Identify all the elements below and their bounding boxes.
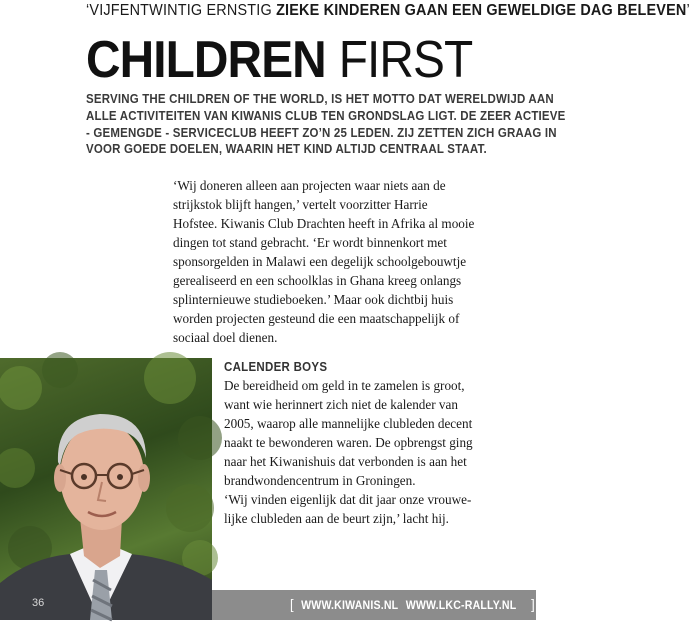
body-paragraph-1 bbox=[173, 176, 513, 347]
quote-bold: ZIEKE KINDEREN GAAN EEN GEWELDIGE DAG BELEVEN bbox=[276, 2, 687, 19]
footer-links bbox=[290, 596, 535, 612]
body-line: gerealiseerd en een schoolklas in Ghana kreeg onlangs bbox=[173, 273, 462, 288]
page-title bbox=[86, 30, 472, 90]
intro-text bbox=[86, 91, 566, 158]
title-light: FIRST bbox=[338, 31, 473, 89]
intro-line: ALLE ACTIVITEITEN VAN KIWANIS CLUB TEN GRONDSLAG LIGT. DE ZEER ACTIEVE bbox=[86, 108, 566, 123]
body-line: ‘Wij vinden eigenlijk dat dit jaar onze vrouwe- bbox=[224, 492, 472, 507]
portrait-photo bbox=[0, 358, 212, 620]
title-bold: CHILDREN bbox=[86, 31, 326, 89]
body-line: brandwondencentrum in Groningen. bbox=[224, 473, 416, 488]
footer-link-kiwanis[interactable]: WWW.KIWANIS.NL bbox=[301, 600, 399, 612]
quote-plain: ‘VIJFENTWINTIG ERNSTIG bbox=[86, 2, 277, 19]
intro-line: VOOR GOEDE DOELEN, WAARIN HET KIND ALTIJD CENTRAAL STAAT. bbox=[86, 142, 487, 157]
intro-line: SERVING THE CHILDREN OF THE WORLD, IS HET MOTTO DAT WERELDWIJD AAN bbox=[86, 92, 554, 106]
body-line: strijkstok blijft hangen,’ vertelt voorzitter Harrie bbox=[173, 197, 428, 212]
body-line: naar het Kiwanishuis dat verbonden is aan het bbox=[224, 454, 467, 469]
body-line: sponsorgelden in Malawi een degelijk schoolgebouwtje bbox=[173, 254, 467, 269]
intro-line: - GEMENGDE - SERVICECLUB HEEFT ZO’N 25 LEDEN. ZIJ ZETTEN ZICH GRAAG IN bbox=[86, 125, 557, 140]
body-line: 2005, waarop alle mannelijke clubleden decent bbox=[224, 416, 473, 431]
body-line: naakt te bewonderen waren. De opbrengst ging bbox=[224, 435, 473, 450]
body-line: Hofstee. Kiwanis Club Drachten heeft in Afrika al mooie bbox=[173, 216, 475, 231]
body-line: lijke clubleden aan de beurt zijn,’ lacht hij. bbox=[224, 511, 449, 526]
body-paragraph-2 bbox=[224, 376, 524, 528]
header-quote bbox=[86, 2, 690, 20]
quote-end: ’ bbox=[686, 2, 690, 19]
portrait-illustration bbox=[0, 358, 212, 620]
body-line: sociaal doel dienen. bbox=[173, 330, 278, 345]
page-number: 36 bbox=[32, 597, 45, 609]
footer-link-lkc-rally[interactable]: WWW.LKC-RALLY.NL bbox=[405, 600, 517, 612]
body-line: worden projecten gesteund die een maatschappelijk of bbox=[173, 311, 460, 326]
bracket-open: [ bbox=[290, 596, 294, 612]
body-line: dingen tot stand gebracht. ‘Er wordt binnenkort met bbox=[173, 235, 447, 250]
body-line: splinternieuwe studieboeken.’ Maar ook dichtbij huis bbox=[173, 292, 454, 307]
section-heading: CALENDER BOYS bbox=[224, 360, 328, 374]
body-line: ‘Wij doneren alleen aan projecten waar niets aan de bbox=[173, 178, 446, 193]
bracket-close: ] bbox=[531, 596, 535, 612]
body-line: De bereidheid om geld in te zamelen is groot, bbox=[224, 378, 465, 393]
body-line: want wie herinnert zich niet de kalender van bbox=[224, 397, 458, 412]
